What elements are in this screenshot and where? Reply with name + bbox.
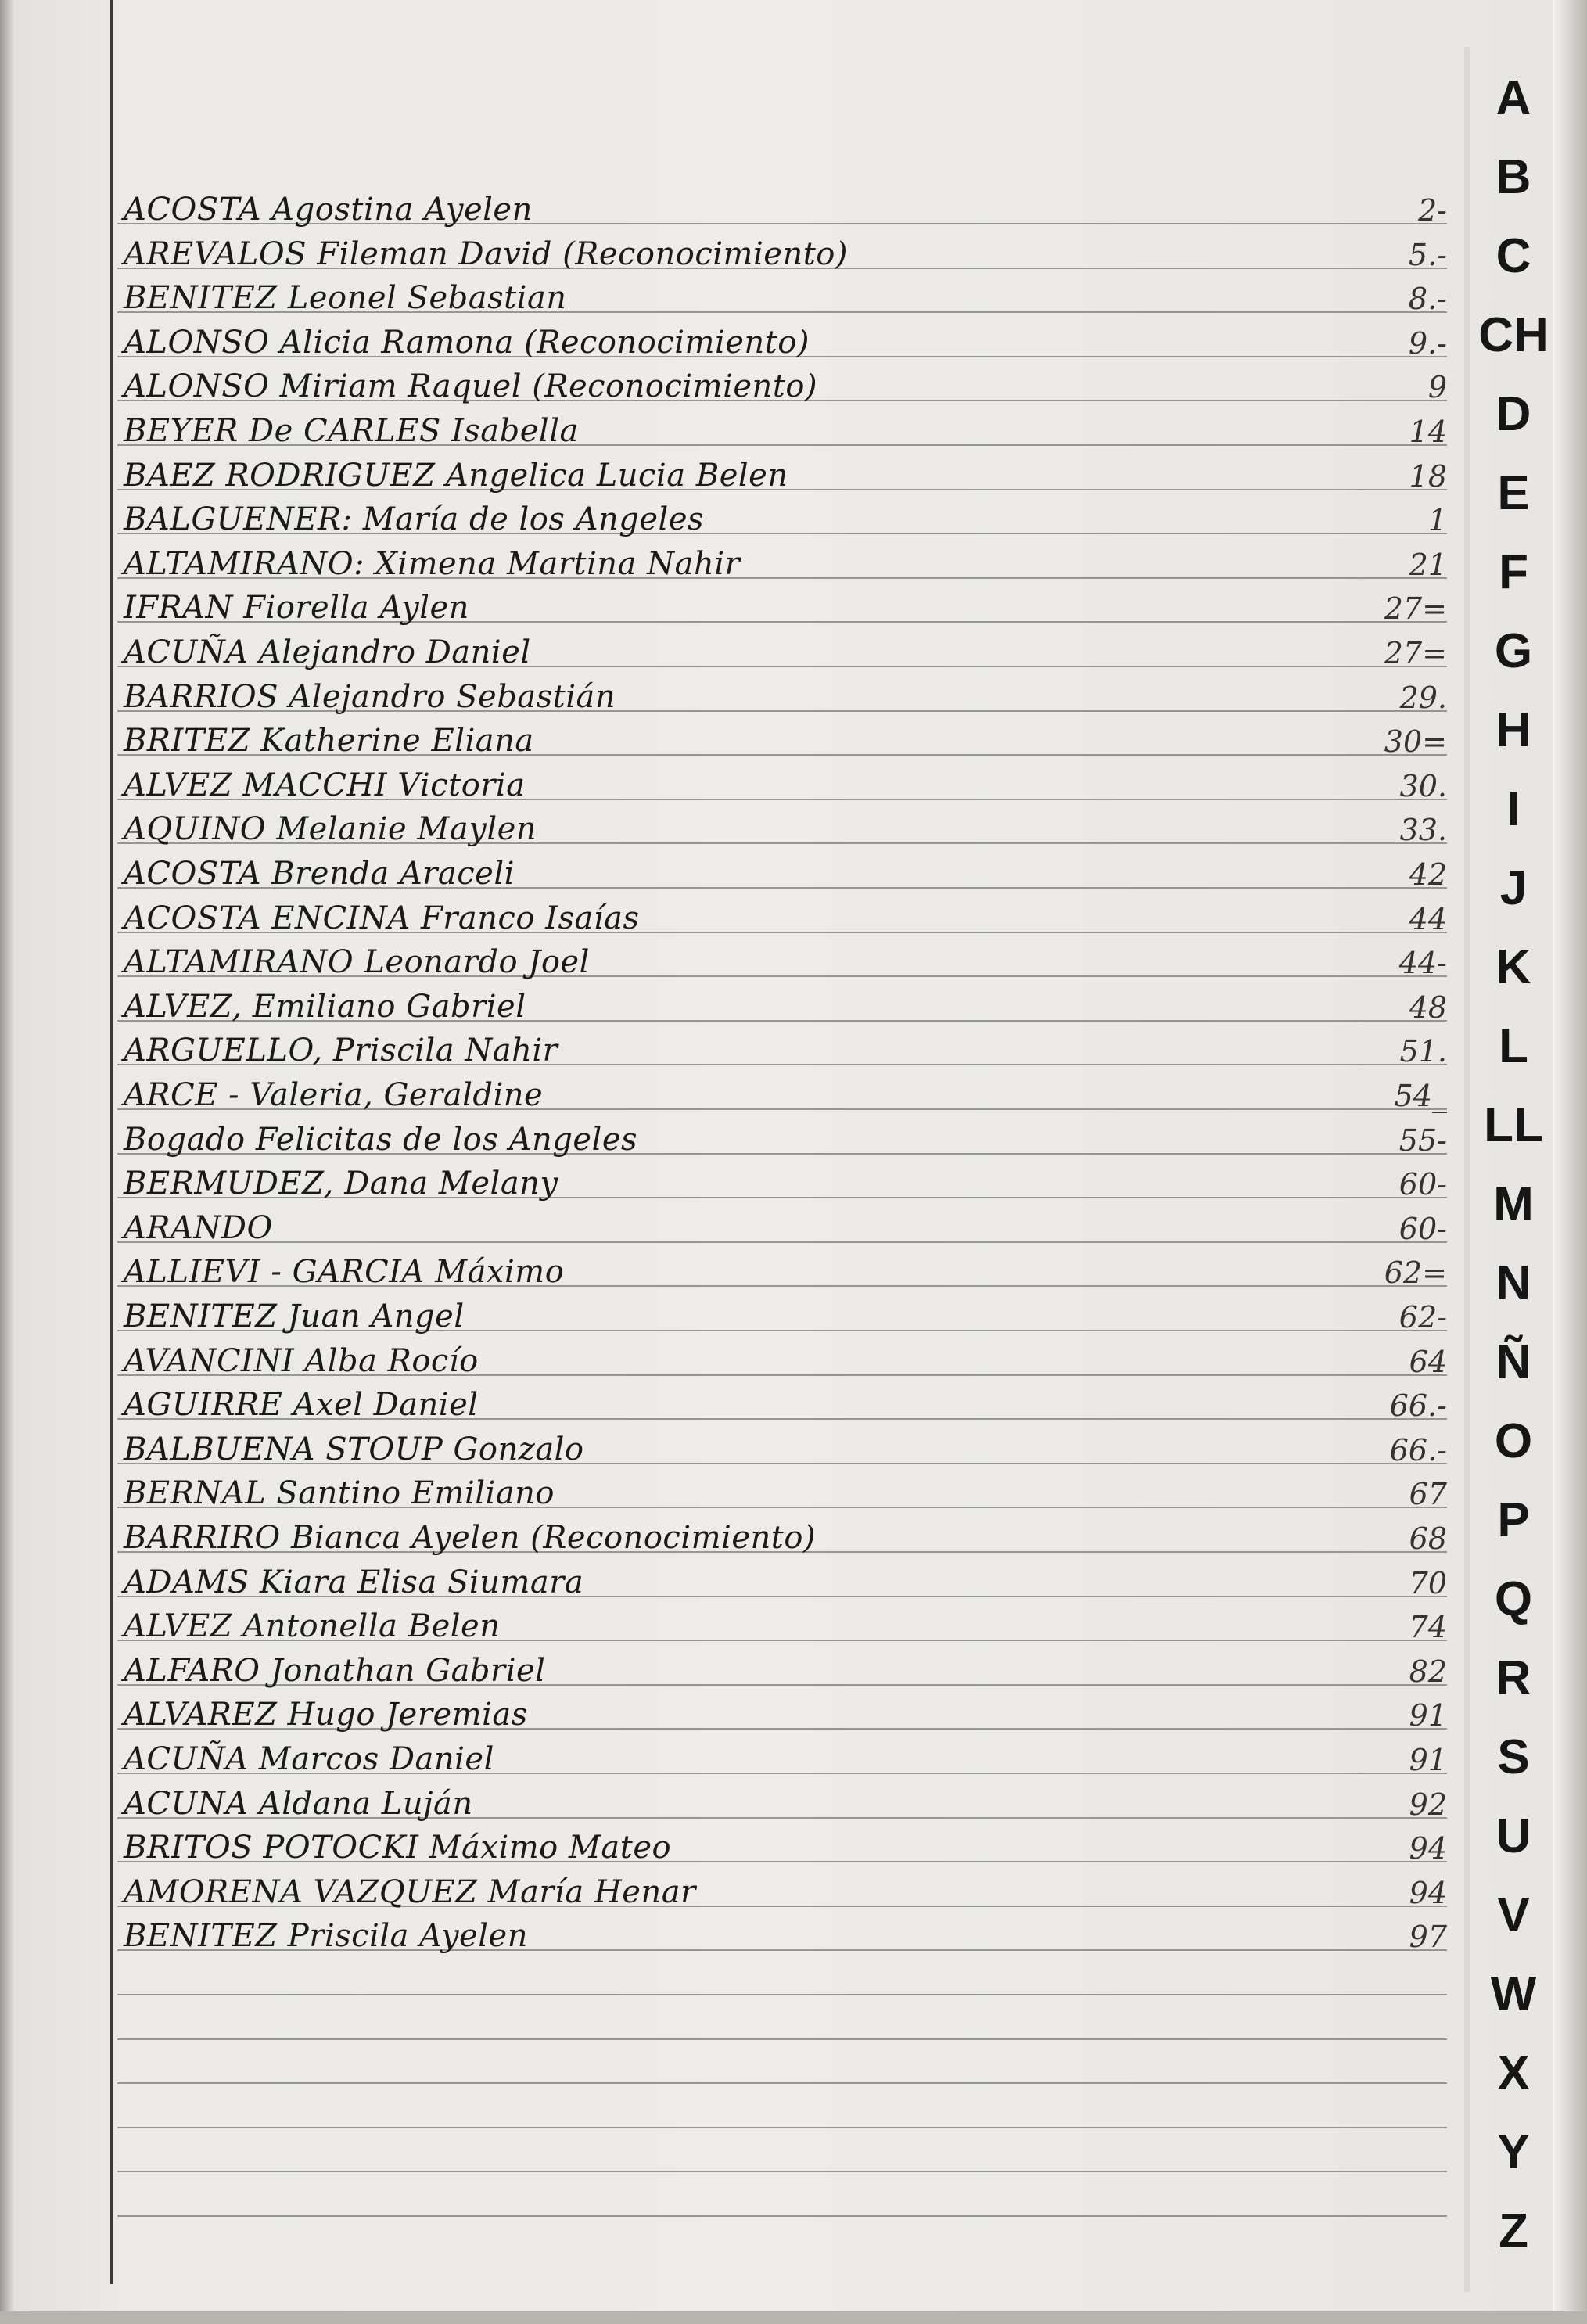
entry-row (117, 940, 1463, 985)
entry-name: ARCE - Valeria, Geraldine (124, 1077, 544, 1113)
index-tab-ll[interactable]: LL (1484, 1098, 1543, 1152)
entry-page-number: 5.- (1408, 237, 1447, 272)
ruled-line (117, 2082, 1447, 2084)
entry-row (117, 985, 1463, 1029)
entry-name: BARRIOS Alejandro Sebastián (124, 678, 616, 715)
entry-name: BENITEZ Priscila Ayelen (124, 1918, 528, 1955)
entry-name: ADAMS Kiara Elisa Siumara (124, 1564, 584, 1600)
entry-row (117, 1428, 1463, 1472)
entry-name: BENITEZ Leonel Sebastian (124, 280, 567, 317)
entry-row (117, 1870, 1463, 1915)
entry-name: ACUÑA Alejandro Daniel (124, 634, 531, 670)
entry-page-number: 30. (1399, 768, 1447, 803)
entry-page-number: 92 (1409, 1787, 1447, 1822)
entry-page-number: 51. (1399, 1034, 1447, 1069)
ruled-line (117, 2127, 1447, 2128)
entry-name: ARANDO (124, 1209, 273, 1246)
entry-row (117, 896, 1463, 941)
entry-name: ACOSTA Agostina Ayelen (124, 192, 533, 228)
entry-page-number: 74 (1409, 1610, 1447, 1645)
entry-name: ACOSTA ENCINA Franco Isaías (124, 900, 640, 936)
entry-page-number: 27= (1384, 591, 1447, 627)
entry-row (117, 1516, 1463, 1561)
entry-page-number: 94 (1409, 1831, 1447, 1866)
entry-name: ACUNA Aldana Luján (124, 1785, 473, 1822)
entry-row (117, 807, 1463, 852)
entry-name: BRITOS POTOCKI Máximo Mateo (124, 1830, 672, 1866)
index-tab-u[interactable]: U (1495, 1809, 1531, 1863)
entry-page-number: 70 (1409, 1565, 1447, 1600)
entry-row (117, 1073, 1463, 1118)
entry-name: AGUIRRE Axel Daniel (124, 1387, 479, 1424)
entry-row (117, 232, 1463, 277)
entry-row (117, 1782, 1463, 1827)
entry-page-number: 9.- (1408, 325, 1447, 361)
index-tab-ñ[interactable]: Ñ (1495, 1335, 1531, 1389)
entry-name: ALFARO Jonathan Gabriel (124, 1652, 546, 1689)
entry-name: IFRAN Fiorella Aylen (124, 590, 469, 627)
index-tab-o[interactable]: O (1494, 1414, 1533, 1468)
entry-name: BARRIRO Bianca Ayelen (Reconocimiento) (124, 1520, 817, 1556)
index-tab-m[interactable]: M (1493, 1177, 1534, 1231)
entry-row (117, 1206, 1463, 1251)
entry-row (117, 1471, 1463, 1516)
entry-row (117, 630, 1463, 675)
entry-page-number: 9 (1427, 370, 1447, 405)
entry-page-number: 64 (1409, 1344, 1447, 1379)
entry-row (117, 321, 1463, 365)
entry-name: ALTAMIRANO Leonardo Joel (124, 944, 590, 981)
entry-name: ALVAREZ Hugo Jeremias (124, 1697, 528, 1733)
entry-page-number: 68 (1409, 1521, 1447, 1556)
entry-page-number: 1 (1427, 503, 1447, 538)
index-tab-a[interactable]: A (1495, 71, 1531, 125)
entry-page-number: 42 (1409, 857, 1447, 892)
index-tab-ch[interactable]: CH (1478, 308, 1549, 362)
entry-name: ALLIEVI - GARCIA Máximo (124, 1254, 565, 1291)
index-tab-r[interactable]: R (1495, 1651, 1531, 1705)
entry-name: AREVALOS Fileman David (Reconocimiento) (124, 235, 848, 272)
index-tab-n[interactable]: N (1495, 1256, 1531, 1310)
entry-page-number: 62- (1398, 1300, 1447, 1334)
index-tab-b[interactable]: B (1495, 150, 1531, 204)
entry-page-number: 8.- (1408, 282, 1447, 317)
index-tab-y[interactable]: Y (1497, 2125, 1530, 2179)
entry-row (117, 1162, 1463, 1206)
index-tab-c[interactable]: C (1495, 229, 1531, 283)
entry-row (117, 586, 1463, 630)
entry-name: ALONSO Alicia Ramona (Reconocimiento) (124, 324, 810, 361)
index-tab-h[interactable]: H (1495, 703, 1531, 757)
entry-page-number: 60- (1398, 1211, 1447, 1246)
entry-page-number: 29. (1399, 680, 1447, 715)
entry-page-number: 82 (1409, 1654, 1447, 1689)
entry-page-number: 27= (1384, 636, 1447, 670)
entry-row (117, 1561, 1463, 1605)
entry-row (117, 1693, 1463, 1737)
index-tab-strip (1464, 47, 1470, 2292)
entry-row (117, 1339, 1463, 1384)
entry-row (117, 276, 1463, 321)
entry-name: BERNAL Santino Emiliano (124, 1475, 555, 1512)
entry-page-number: 54_ (1394, 1079, 1447, 1113)
entry-name: BALBUENA STOUP Gonzalo (124, 1431, 584, 1467)
entry-row (117, 497, 1463, 542)
entry-name: ARGUELLO, Priscila Nahir (124, 1033, 558, 1069)
index-tab-l[interactable]: L (1499, 1019, 1528, 1073)
entry-page-number: 66.- (1389, 1432, 1447, 1467)
entry-row (117, 1383, 1463, 1428)
entry-row (117, 675, 1463, 720)
entry-row (117, 1826, 1463, 1870)
ruled-line (117, 2038, 1447, 2040)
entry-row (117, 1914, 1463, 1959)
entry-name: BERMUDEZ, Dana Melany (124, 1166, 558, 1202)
entry-page-number: 97 (1409, 1920, 1447, 1955)
entry-row (117, 1604, 1463, 1649)
index-tab-j[interactable]: J (1499, 861, 1528, 915)
index-tab-f[interactable]: F (1499, 545, 1528, 599)
entry-name: Bogado Felicitas de los Angeles (124, 1121, 638, 1158)
margin-rule (110, 0, 113, 2284)
entry-name: ALTAMIRANO: Ximena Martina Nahir (124, 545, 741, 582)
entry-name: BENITEZ Juan Angel (124, 1298, 465, 1334)
entry-row (117, 1295, 1463, 1339)
entry-name: ALONSO Miriam Raquel (Reconocimiento) (124, 368, 818, 405)
entry-row (117, 852, 1463, 896)
entry-page-number: 44- (1398, 946, 1447, 981)
entry-page-number: 21 (1409, 547, 1447, 582)
entry-name: AVANCINI Alba Rocío (124, 1342, 479, 1379)
entry-row (117, 1649, 1463, 1694)
page-edge (1553, 0, 1587, 2324)
entry-name: BRITEZ Katherine Eliana (124, 723, 534, 760)
entry-page-number: 48 (1409, 990, 1447, 1025)
entry-page-number: 66.- (1389, 1388, 1447, 1424)
entry-row (117, 1250, 1463, 1295)
entry-name: BALGUENER: María de los Angeles (124, 501, 705, 538)
entry-name: BAEZ RODRIGUEZ Angelica Lucia Belen (124, 457, 788, 494)
index-tab-g[interactable]: G (1494, 624, 1533, 678)
entry-page-number: 60- (1398, 1167, 1447, 1202)
index-tab-q[interactable]: Q (1494, 1572, 1533, 1626)
ruled-line (117, 2171, 1447, 2172)
spine-shadow (0, 0, 14, 2311)
entry-name: AMORENA VAZQUEZ María Henar (124, 1873, 696, 1910)
entry-row (117, 1118, 1463, 1162)
entry-row (117, 542, 1463, 587)
entry-page-number: 67 (1409, 1477, 1447, 1512)
entry-name: ACUÑA Marcos Daniel (124, 1741, 494, 1777)
entry-page-number: 55- (1398, 1122, 1447, 1158)
entry-page-number: 62= (1384, 1255, 1447, 1291)
entry-page-number: 18 (1409, 458, 1447, 494)
index-tab-v[interactable]: V (1497, 1888, 1530, 1942)
entry-page-number: 44 (1409, 901, 1447, 936)
entry-page-number: 30= (1384, 724, 1447, 760)
entry-row (117, 454, 1463, 498)
entry-name: AQUINO Melanie Maylen (124, 811, 537, 848)
index-tab-w[interactable]: W (1490, 1967, 1537, 2021)
entry-row (117, 719, 1463, 763)
ruled-line (117, 2215, 1447, 2217)
index-tab-e[interactable]: E (1497, 466, 1530, 520)
entry-page-number: 2- (1417, 193, 1447, 228)
entry-name: ACOSTA Brenda Araceli (124, 856, 515, 892)
index-tab-d[interactable]: D (1495, 387, 1531, 441)
entry-row (117, 763, 1463, 808)
entry-row (117, 365, 1463, 409)
entry-page-number: 91 (1409, 1698, 1447, 1733)
entry-name: BEYER De CARLES Isabella (124, 413, 579, 449)
index-tab-z[interactable]: Z (1499, 2204, 1528, 2258)
entry-row (117, 1029, 1463, 1073)
entry-page-number: 91 (1409, 1743, 1447, 1777)
index-tab-s[interactable]: S (1497, 1730, 1530, 1784)
entry-page-number: 14 (1409, 415, 1447, 449)
entry-page-number: 94 (1409, 1875, 1447, 1910)
index-tab-p[interactable]: P (1497, 1493, 1530, 1547)
ruled-line (117, 1994, 1447, 1995)
entry-row (117, 188, 1463, 232)
entry-name: ALVEZ, Emiliano Gabriel (124, 988, 526, 1025)
entry-page-number: 33. (1399, 813, 1447, 848)
index-tab-x[interactable]: X (1497, 2046, 1530, 2100)
entry-name: ALVEZ Antonella Belen (124, 1608, 501, 1645)
index-tab-k[interactable]: K (1495, 940, 1531, 994)
entry-name: ALVEZ MACCHI Victoria (124, 767, 526, 803)
bottom-edge (0, 2311, 1587, 2324)
index-tab-i[interactable]: I (1506, 782, 1521, 836)
entry-row (117, 409, 1463, 454)
entry-row (117, 1737, 1463, 1782)
